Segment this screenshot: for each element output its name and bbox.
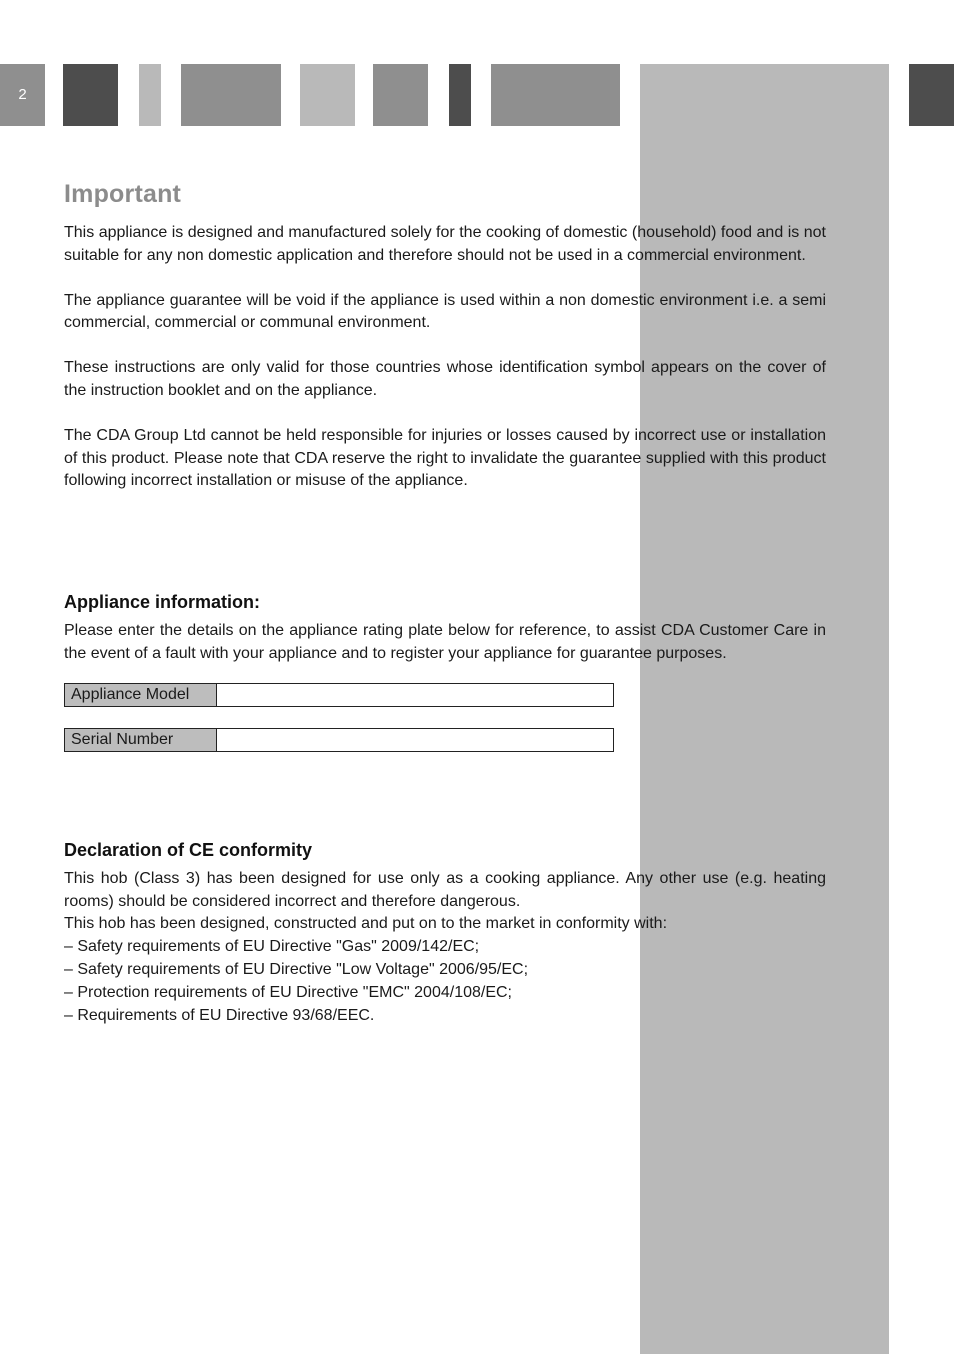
declaration-line: – Safety requirements of EU Directive "Gas" 2009/142/EC; <box>64 938 480 956</box>
declaration-line: This hob has been designed, constructed and put on to the market in conformity with: <box>64 915 668 933</box>
appliance-model-label: Appliance Model <box>65 684 217 706</box>
appliance-model-field[interactable] <box>217 684 613 706</box>
header-band <box>491 64 620 126</box>
important-paragraph-1: This appliance is designed and manufactured solely for the cooking of domestic (household) food and is not suitable for any non domestic application and therefore should not be used in a commercial environment. <box>64 224 826 264</box>
serial-number-field[interactable] <box>217 729 613 751</box>
appliance-info-heading: Appliance information: <box>64 592 261 613</box>
declaration-line: – Requirements of EU Directive 93/68/EEC. <box>64 1006 375 1024</box>
page-number: 2 <box>0 64 45 126</box>
header-band <box>139 64 161 126</box>
important-paragraph-3: These instructions are only valid for those countries whose identification symbol appears on the cover of the instruction booklet and on the appliance. <box>64 359 826 399</box>
header-band <box>373 64 428 126</box>
important-title: Important <box>64 180 182 208</box>
header-band <box>181 64 281 126</box>
appliance-model-row <box>64 683 614 707</box>
header-band <box>909 64 954 126</box>
header-band <box>449 64 471 126</box>
declaration-text: This hob (Class 3) has been designed for use only as a cooking appliance. Any other use (e.g. heating rooms) should be considered incorrect and therefore dangerous. <box>64 869 826 910</box>
declaration-heading: Declaration of CE conformity <box>64 839 313 860</box>
header-band <box>300 64 355 126</box>
declaration-line: – Protection requirements of EU Directive "EMC" 2004/108/EC; <box>64 983 512 1001</box>
appliance-info-text: Please enter the details on the appliance rating plate below for reference, to assist CDA Customer Care in the event of a fault with your appliance and to register your appliance for guarantee purposes. <box>64 622 826 662</box>
important-paragraph-2: The appliance guarantee will be void if the appliance is used within a non domestic environment i.e. a semi commercial, commercial or communal environment. <box>64 291 826 332</box>
page-content <box>64 176 826 1027</box>
header-band <box>63 64 118 126</box>
declaration-line: – Safety requirements of EU Directive "Low Voltage" 2006/95/EC; <box>64 960 529 978</box>
serial-number-label: Serial Number <box>65 729 217 751</box>
important-paragraph-4: The CDA Group Ltd cannot be held responsible for injuries or losses caused by incorrect use or installation of this product. Please note that CDA reserve the right to invalidate the guarantee supplied with this product following incorrect installation or misuse of the appliance. <box>64 426 826 490</box>
serial-number-row <box>64 728 614 752</box>
